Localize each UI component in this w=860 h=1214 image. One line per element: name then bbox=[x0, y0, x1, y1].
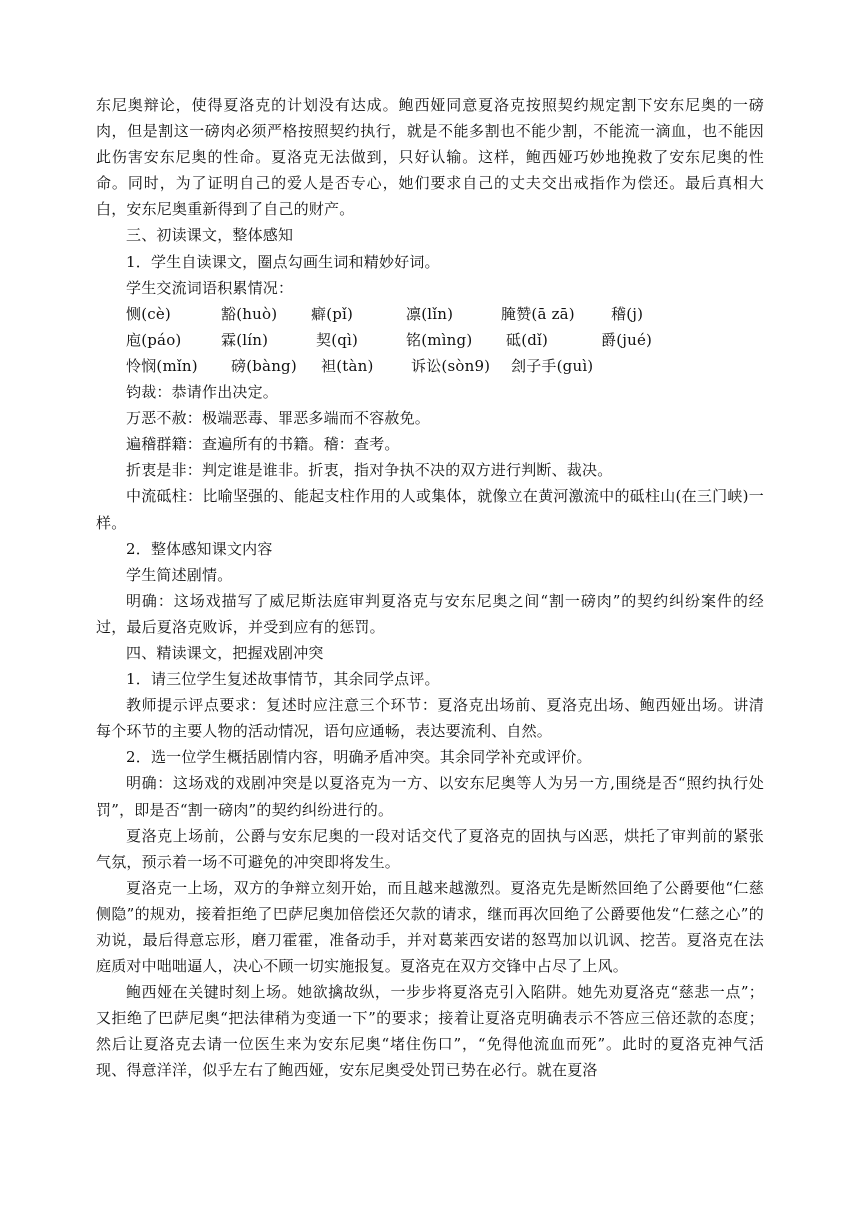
paragraph-shylock-entry: 夏洛克一上场，双方的争辩立刻开始，而且越来越激烈。夏洛克先是断然回绝了公爵要他“仁慈侧隐”的规劝，接着拒绝了巴萨尼奥加倍偿还欠款的请求，继而再次回绝了公爵要他发“仁慈之心”的劝说，最后得意忘形，磨刀霍霍，准备动手，并对葛莱西安诺的怒骂加以讥讽、挖苦。夏洛克在法庭质对中咄咄逼人，决心不顾一切实施报复。夏洛克在双方交锋中占尽了上风。 bbox=[96, 878, 764, 976]
paragraph-portia-entry: 鲍西娅在关键时刻上场。她欲擒故纵，一步步将夏洛克引入陷阱。她先劝夏洛克“慈悲一点”；又拒绝了巴萨尼奥“把法律稍为变通一下”的要求；接着让夏洛克明确表示不答应三倍还款的态度；然后让夏洛克去请一位医生来为安东尼奥“堵住伤口”，“免得他流血而死”。此时的夏洛克神气活现、得意洋洋，似乎左右了鲍西娅，安东尼奥受处罚已势在必行。就在夏洛 bbox=[96, 983, 764, 1080]
vocab-word: 爵(jué) bbox=[601, 330, 653, 349]
vocab-word: 庖(páo) bbox=[126, 330, 182, 349]
vocab-word: 稽(j) bbox=[611, 304, 644, 323]
vocab-intro: 学生交流词语积累情况： bbox=[126, 278, 294, 297]
vocab-word: 契(qì) bbox=[316, 330, 359, 349]
vocab-word: 磅(bàng) bbox=[231, 356, 297, 375]
item-3-1: 1．学生自读课文，圈点勾画生词和精妙好词。 bbox=[126, 252, 440, 271]
vocab-row-1 bbox=[96, 301, 764, 327]
vocab-row-2 bbox=[96, 327, 764, 353]
mingque-2: 明确：这场戏的戏剧冲突是以夏洛克为一方、以安东尼奥等人为另一方,围绕是否“照约执行处罚”，即是否“割一磅肉”的契约纠纷进行的。 bbox=[96, 774, 764, 819]
vocab-word: 砥(dǐ) bbox=[506, 330, 549, 349]
vocab-word: 诉讼(sòn9) bbox=[411, 356, 491, 375]
paragraph-before-entry: 夏洛克上场前，公爵与安东尼奥的一段对话交代了夏洛克的固执与凶恶，烘托了审判前的紧张气氛，预示着一场不可避免的冲突即将发生。 bbox=[96, 826, 764, 871]
vocab-word: 霖(lín) bbox=[221, 330, 269, 349]
item-4-1: 1．请三位学生复述故事情节，其余同学点评。 bbox=[126, 670, 440, 689]
definition-2: 万恶不赦：极端恶毒、罪恶多端而不容赦免。 bbox=[126, 409, 431, 428]
definition-5: 中流砥柱：比喻坚强的、能起支柱作用的人或集体，就像立在黄河激流中的砥柱山(在三门峡)一样。 bbox=[96, 487, 764, 532]
vocab-word: 怜悯(mǐn) bbox=[126, 356, 198, 375]
document-page bbox=[96, 92, 764, 1084]
vocab-word: 腌赞(ā zā) bbox=[501, 304, 575, 323]
intro-paragraph: 东尼奥辩论，使得夏洛克的计划没有达成。鲍西娅同意夏洛克按照契约规定割下安东尼奥的一磅肉，但是割这一磅肉必须严格按照契约执行，就是不能多割也不能少割，不能流一滴血，也不能因此伤害安东尼奥的性命。夏洛克无法做到，只好认输。这样，鲍西娅巧妙地挽救了安东尼奥的性命。同时，为了证明自己的爱人是否专心，她们要求自己的丈夫交出戒指作为偿还。最后真相大白，安东尼奥重新得到了自己的财产。 bbox=[96, 96, 764, 219]
definition-4: 折衷是非：判定谁是谁非。折衷，指对争执不决的双方进行判断、裁决。 bbox=[126, 461, 613, 480]
summary-prompt: 学生简述剧情。 bbox=[126, 565, 233, 584]
vocab-word: 铭(mìng) bbox=[406, 330, 473, 349]
teacher-tip: 教师提示评点要求：复述时应注意三个环节：夏洛克出场前、夏洛克出场、鲍西娅出场。讲清每个环节的主要人物的活动情况，语句应通畅，表达要流利、自然。 bbox=[96, 696, 764, 741]
vocab-word: 恻(cè) bbox=[126, 304, 171, 323]
definition-1: 钧裁：恭请作出决定。 bbox=[126, 383, 279, 402]
section-heading-3: 三、初读课文，整体感知 bbox=[126, 226, 294, 245]
vocab-word: 癖(pǐ) bbox=[311, 304, 354, 323]
vocab-word: 凛(lǐn) bbox=[406, 304, 454, 323]
vocab-word: 豁(huò) bbox=[221, 304, 278, 323]
definition-3: 遍稽群籍：查遍所有的书籍。稽：查考。 bbox=[126, 435, 400, 454]
mingque-1: 明确：这场戏描写了威尼斯法庭审判夏洛克与安东尼奥之间“割一磅肉”的契约纠纷案件的经过，最后夏洛克败诉，并受到应有的惩罚。 bbox=[96, 591, 764, 636]
vocab-word: 刽子手(guì) bbox=[511, 356, 594, 375]
item-3-2: 2．整体感知课文内容 bbox=[126, 539, 273, 558]
vocab-row-3 bbox=[96, 353, 764, 379]
item-4-2: 2．选一位学生概括剧情内容，明确矛盾冲突。其余同学补充或评价。 bbox=[126, 748, 592, 767]
section-heading-4: 四、精读课文，把握戏剧冲突 bbox=[126, 643, 324, 662]
vocab-word: 袒(tàn) bbox=[321, 356, 374, 375]
